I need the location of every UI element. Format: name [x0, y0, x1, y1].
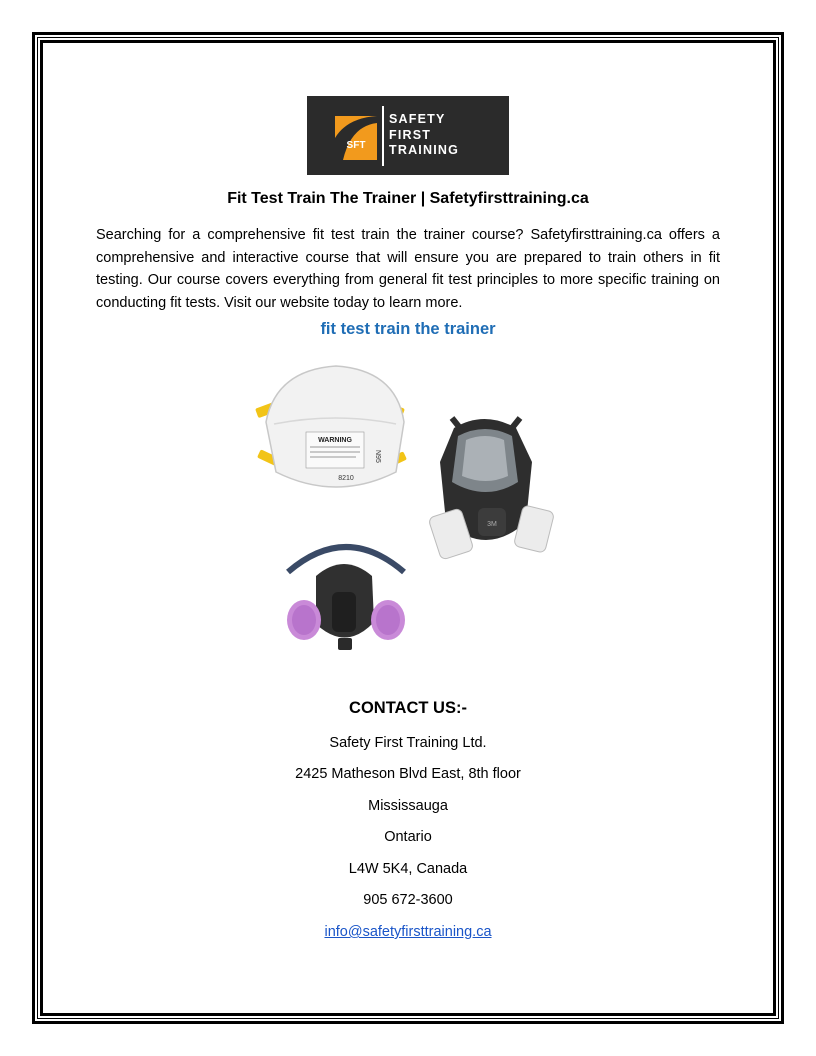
section-subtitle: fit test train the trainer	[320, 320, 496, 338]
page-title: Fit Test Train The Trainer | Safetyfirsttraining.ca	[227, 190, 589, 207]
contact-city: Mississauga	[368, 798, 448, 814]
svg-text:N95: N95	[374, 450, 381, 463]
contact-email-row	[96, 924, 720, 940]
contact-heading: CONTACT US:-	[349, 699, 467, 717]
contact-phone: 905 672-3600	[363, 892, 453, 908]
logo-wordmark	[389, 112, 459, 159]
logo-badge-text: SFT	[346, 140, 366, 151]
respirator-product-image	[246, 362, 586, 672]
logo-divider	[382, 106, 384, 166]
logo-line-2: FIRST	[389, 127, 432, 142]
contact-address: 2425 Matheson Blvd East, 8th floor	[295, 766, 521, 782]
intro-paragraph: Searching for a comprehensive fit test train the trainer course? Safetyfirsttraining.ca offers a comprehensive and interactive course that will ensure you are prepared to train others in fit testing. Our course covers everything from general fit test principles to more specific training on conducting fit tests. Visit our website today to learn more.	[96, 227, 720, 311]
sft-emblem-icon	[307, 96, 383, 175]
logo-line-3: TRAINING	[389, 143, 460, 157]
svg-text:3M: 3M	[487, 521, 497, 528]
contact-province: Ontario	[384, 829, 432, 845]
svg-text:8210: 8210	[338, 475, 354, 482]
contact-company: Safety First Training Ltd.	[329, 735, 487, 751]
full-face-respirator-image	[428, 418, 555, 560]
svg-text:WARNING: WARNING	[318, 437, 352, 444]
half-mask-respirator-image	[287, 547, 405, 650]
contact-email-link[interactable]: info@safetyfirsttraining.ca	[324, 924, 492, 940]
disposable-mask-image	[255, 366, 407, 487]
contact-postal-code: L4W 5K4, Canada	[348, 861, 468, 877]
company-logo	[307, 96, 509, 175]
logo-line-1: SAFETY	[389, 112, 446, 126]
